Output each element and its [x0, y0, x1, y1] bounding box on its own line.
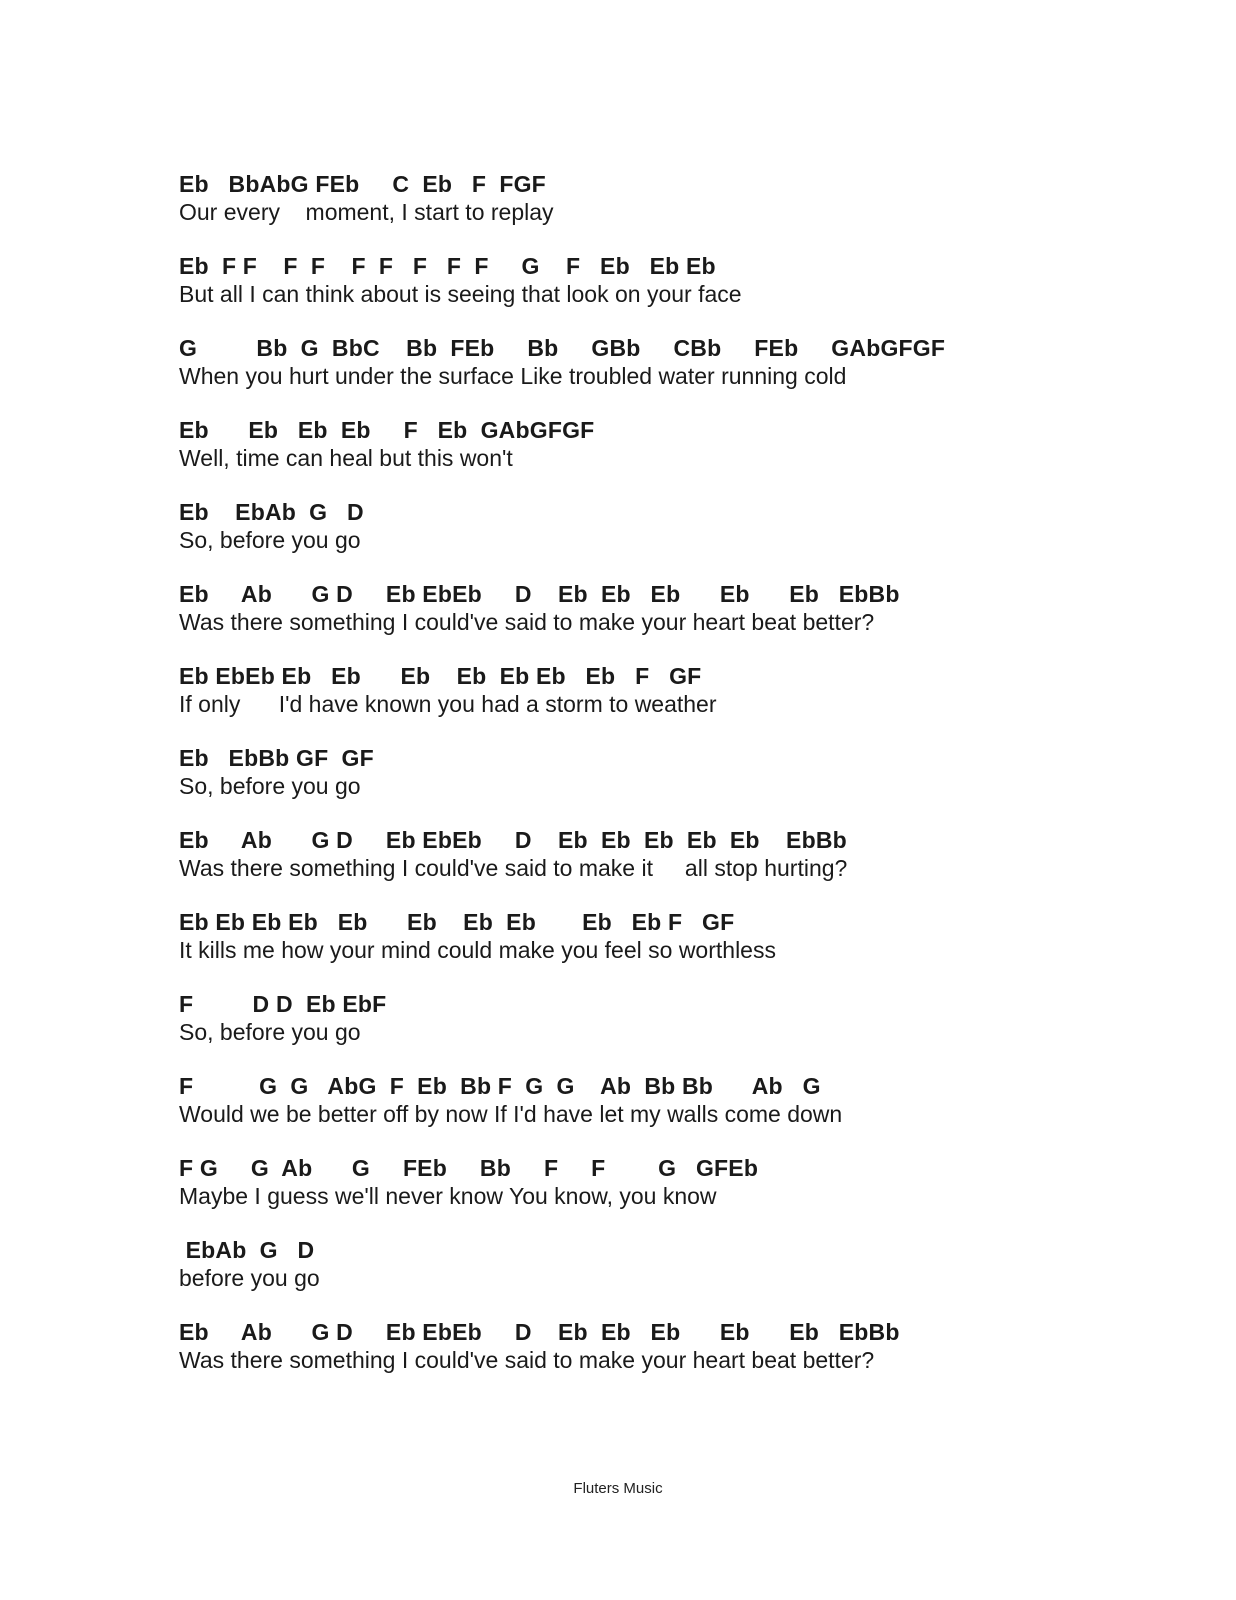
stanza: [179, 580, 1179, 636]
note-line: Eb F F F F F F F F F G F Eb Eb Eb: [179, 253, 716, 279]
lyric-line: So, before you go: [179, 527, 361, 553]
note-line: F G G Ab G FEb Bb F F G GFEb: [179, 1155, 759, 1181]
note-line: EbAb G D: [179, 1237, 315, 1263]
lyric-line: Would we be better off by now If I'd have let my walls come down: [179, 1101, 843, 1127]
lyric-line: So, before you go: [179, 773, 361, 799]
lyric-line: Was there something I could've said to make your heart beat better?: [179, 1347, 875, 1373]
lyric-line: Well, time can heal but this won't: [179, 445, 513, 471]
note-line: Eb Ab G D Eb EbEb D Eb Eb Eb Eb Eb EbBb: [179, 827, 847, 853]
lyric-line: Maybe I guess we'll never know You know, you know: [179, 1183, 717, 1209]
stanza: [179, 662, 1179, 718]
stanza: [179, 1236, 1179, 1292]
note-line: Eb EbAb G D: [179, 499, 364, 525]
note-line: G Bb G BbC Bb FEb Bb GBb CBb FEb GAbGFGF: [179, 335, 946, 361]
note-line: Eb Eb Eb Eb F Eb GAbGFGF: [179, 417, 595, 443]
note-line: Eb EbEb Eb Eb Eb Eb Eb Eb Eb F GF: [179, 663, 702, 689]
lyric-line: When you hurt under the surface Like troubled water running cold: [179, 363, 847, 389]
note-line: F G G AbG F Eb Bb F G G Ab Bb Bb Ab G: [179, 1073, 821, 1099]
stanza: [179, 908, 1179, 964]
stanza: [179, 416, 1179, 472]
stanza: [179, 252, 1179, 308]
lyric-line: before you go: [179, 1265, 320, 1291]
lyric-line: So, before you go: [179, 1019, 361, 1045]
lyric-line: Was there something I could've said to make your heart beat better?: [179, 609, 875, 635]
lyric-line: If only I'd have known you had a storm to weather: [179, 691, 717, 717]
stanza: [179, 990, 1179, 1046]
note-line: Eb Eb Eb Eb Eb Eb Eb Eb Eb Eb F GF: [179, 909, 735, 935]
lyric-line: It kills me how your mind could make you feel so worthless: [179, 937, 776, 963]
page-footer: Fluters Music: [573, 1480, 663, 1497]
stanza: [179, 1072, 1179, 1128]
note-line: Eb BbAbG FEb C Eb F FGF: [179, 171, 546, 197]
note-line: Eb Ab G D Eb EbEb D Eb Eb Eb Eb Eb EbBb: [179, 581, 900, 607]
stanza: [179, 334, 1179, 390]
note-line: Eb EbBb GF GF: [179, 745, 374, 771]
stanza: [179, 498, 1179, 554]
stanza: [179, 826, 1179, 882]
stanza: [179, 170, 1179, 226]
stanza: [179, 1318, 1179, 1374]
lyric-line: Was there something I could've said to make it all stop hurting?: [179, 855, 848, 881]
lyric-line: Our every moment, I start to replay: [179, 199, 554, 225]
stanza: [179, 1154, 1179, 1210]
note-line: F D D Eb EbF: [179, 991, 387, 1017]
note-line: Eb Ab G D Eb EbEb D Eb Eb Eb Eb Eb EbBb: [179, 1319, 900, 1345]
stanza: [179, 744, 1179, 800]
lyric-line: But all I can think about is seeing that look on your face: [179, 281, 742, 307]
